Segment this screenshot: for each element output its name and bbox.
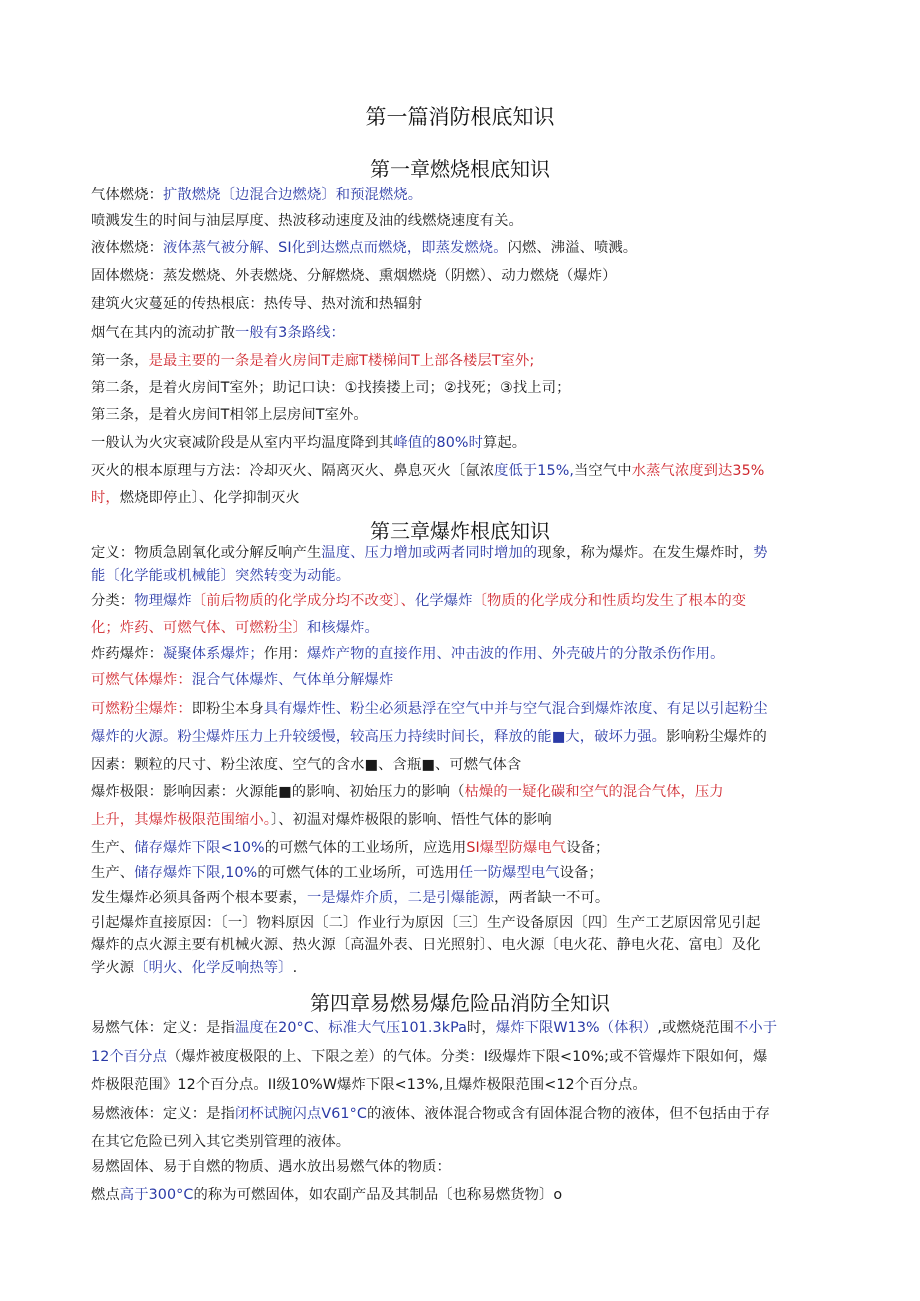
ch3-line [91, 618, 826, 638]
ch3-line [91, 543, 826, 563]
ch3-line [91, 863, 826, 883]
text-segment: 爆炸的点火源主要有机械火源、热火源〔高温外表、日光照射〕、电火源〔电火花、静电火花、富电〕及化 [91, 937, 761, 953]
ch3-line [91, 958, 826, 978]
text-segment: 化；炸药、可燃气体、可燃粉尘〕 [91, 620, 307, 636]
ch4-line [91, 1185, 826, 1205]
ch3-line [91, 782, 826, 802]
ch1-line [91, 211, 826, 231]
text-segment: 和核爆炸。 [306, 620, 379, 636]
ch3-line [91, 935, 826, 955]
text-segment: 燃烧即停止〕、化学抑制灭火 [119, 490, 300, 506]
text-segment: 枯燥的一疑化碳和空气的混合气体，压力 [464, 784, 724, 800]
text-segment: 闪燃、沸溢、喷溅。 [507, 240, 638, 256]
text-segment: 易燃固体、易于自燃的物质、遇水放出易燃气体的物质： [91, 1159, 451, 1175]
ch3-line [91, 810, 826, 830]
text-segment: 温度、压力增加或两者同时增加的 [321, 545, 538, 561]
text-segment: 势 [753, 545, 768, 561]
text-segment: 物理爆炸 [134, 593, 192, 609]
ch3-line [91, 913, 826, 933]
text-segment: ,或燃烧范围 [657, 1020, 734, 1036]
ch1-line [91, 294, 826, 314]
text-segment: 〔明火、化学反响热等〕 [134, 960, 293, 976]
text-segment: 即粉尘本身 [191, 701, 264, 717]
ch1-line [91, 266, 826, 286]
ch4-line [91, 1075, 826, 1095]
text-segment: 爆炸下限W13%（体积） [495, 1020, 658, 1036]
text-segment: 算起。 [483, 435, 527, 451]
text-segment: 一般有3条路线： [234, 325, 345, 341]
text-segment: 炸药爆炸： [91, 646, 163, 662]
ch4-line [91, 1047, 826, 1067]
document-title: 第一篇消防根底知识 [365, 105, 555, 129]
ch4-line [91, 1157, 826, 1177]
text-segment: 易燃气体：定义：是指 [91, 1020, 235, 1036]
text-segment: 在其它危险已列入其它类别管理的液体。 [91, 1134, 351, 1150]
text-segment: 时， [91, 490, 120, 506]
text-segment: 储存爆炸下限,10% [134, 865, 258, 881]
ch3-line [91, 727, 826, 747]
text-segment: 建筑火灾蔓延的传热根底：热传导、热对流和热辐射 [91, 296, 423, 312]
text-segment: 气体燃烧： [91, 187, 163, 203]
ch3-line [91, 888, 826, 908]
text-segment: 化学爆炸 [415, 593, 473, 609]
text-segment: 设备； [559, 865, 603, 881]
text-segment: 具有爆炸性、粉尘必须悬浮在空气中并与空气混合到爆炸浓度、有足以引起粉尘 [263, 701, 768, 717]
text-segment: 度低于15%, [494, 463, 575, 479]
ch4-line [91, 1018, 826, 1038]
ch1-line [91, 351, 826, 371]
ch1-line [91, 488, 826, 508]
text-segment: 灭火的根本原理与方法：冷却灭火、隔离灭火、鼻息灭火〔氤浓 [91, 463, 495, 479]
chapter-3-heading: 第三章爆炸根底知识 [370, 519, 550, 543]
text-segment: 是最主要的一条是着火房间T走廊T楼梯间T上部各楼层T室外; [148, 353, 535, 369]
text-segment: 任一防爆型电气 [458, 865, 560, 881]
ch3-line [91, 755, 826, 775]
text-segment: 定义：物质急剧氧化或分解反响产生 [91, 545, 322, 561]
text-segment: 能〔化学能或机械能〕突然转变为动能。 [91, 568, 351, 584]
ch4-line [91, 1132, 826, 1152]
text-segment: . [292, 960, 298, 976]
text-segment: 水蒸气浓度到达35% [631, 463, 765, 479]
text-segment: 凝聚体系爆炸； [162, 646, 264, 662]
text-segment: SI爆型防爆电气 [466, 840, 567, 856]
text-segment: 〔物质的化学成分和性质均发生了根本的变 [472, 593, 747, 609]
text-segment: 不小于 [733, 1020, 778, 1036]
text-segment: 峰值的80%时 [393, 435, 484, 451]
ch3-line [91, 566, 826, 586]
ch3-line [91, 591, 826, 611]
text-segment: 一般认为火灾衰减阶段是从室内平均温度降到其 [91, 435, 394, 451]
text-segment: 因素：颗粒的尺寸、粉尘浓度、空气的含水■、含瓶■、可燃气体含 [91, 757, 522, 773]
text-segment: （爆炸被度极限的上、下限之差）的气体。分类：I级爆炸下限<10%;或不管爆炸下限如何，爆 [166, 1049, 768, 1065]
text-segment: 扩散燃烧〔边混合边燃烧〕和预混燃烧。 [162, 187, 423, 203]
text-segment: 分类： [91, 593, 135, 609]
text-segment: 混合气体爆炸、气体单分解爆炸 [191, 672, 394, 688]
text-segment: 的液体、液体混合物或含有固体混合物的液体，但不包括由于存 [366, 1106, 771, 1122]
text-segment: 闭杯试腕闪点V61°C [234, 1106, 367, 1122]
text-segment: 作用： [263, 646, 307, 662]
ch1-line [91, 185, 826, 205]
text-segment: 第三条，是着火房间T相邻上层房间T室外。 [91, 407, 368, 423]
ch1-line [91, 433, 826, 453]
text-segment: 学火源 [91, 960, 135, 976]
text-segment: ，两者缺一不可。 [494, 890, 610, 906]
chapter-4-heading: 第四章易燃易爆危险品消防全知识 [310, 991, 610, 1015]
text-segment: 现象，称为爆炸。在发生爆炸时， [537, 545, 754, 561]
text-segment: 储存爆炸下限<10% [134, 840, 265, 856]
ch3-line [91, 644, 826, 664]
text-segment: 可燃粉尘爆炸： [91, 701, 192, 717]
text-segment: 设备； [566, 840, 610, 856]
text-segment: 喷溅发生的时间与油层厚度、热波移动速度及油的线燃烧速度有关。 [91, 213, 523, 229]
ch1-line [91, 461, 826, 481]
text-segment: 引起爆炸直接原因：〔一〕物料原因〔二〕作业行为原因〔三〕生产设备原因〔四〕生产工艺原因常见引起 [91, 915, 761, 931]
text-segment: 液体蒸气被分解、SI化到达燃点而燃烧，即蒸发燃烧。 [162, 240, 508, 256]
text-segment: 的可燃气体的工业场所，可选用 [257, 865, 459, 881]
ch1-line [91, 378, 826, 398]
text-segment: 的称为可燃固体，如农副产品及其制品〔也称易燃货物〕o [193, 1187, 563, 1203]
text-segment: 〕、初温对爆炸极限的影响、悟性气体的影响 [271, 812, 552, 828]
text-segment: 爆炸的火源。粉尘爆炸 [91, 729, 235, 745]
text-segment: 液体燃烧： [91, 240, 163, 256]
text-segment: 爆炸极限：影响因素：火源能■的影响、初始压力的影响（ [91, 784, 465, 800]
ch4-line [91, 1104, 826, 1124]
text-segment: 压力上升较缓慢，较高压力持续时间长，释放的能■大，破坏力强。 [234, 729, 667, 745]
text-segment: 一是爆炸介质，二是引爆能源 [306, 890, 495, 906]
text-segment: 〔前后物质的化学成分均不改变〕、 [191, 593, 415, 609]
text-segment: 生产、 [91, 865, 135, 881]
text-segment: 影响粉尘爆炸的 [666, 729, 767, 745]
ch1-line [91, 323, 826, 343]
ch3-line [91, 838, 826, 858]
text-segment: 可燃气体爆炸： [91, 672, 192, 688]
ch3-line [91, 670, 826, 690]
text-segment: 的可燃气体的工业场所，应选用 [264, 840, 467, 856]
text-segment: 高于300°C [119, 1187, 194, 1203]
text-segment: 时， [467, 1020, 496, 1036]
text-segment: 发生爆炸必须具备两个根本要素， [91, 890, 307, 906]
text-segment: 爆炸产物的直接作用、冲击波的作用、外壳破片的分散杀伤作用。 [306, 646, 725, 662]
text-segment: 燃点 [91, 1187, 120, 1203]
text-segment: 易燃液体：定义：是指 [91, 1106, 235, 1122]
ch3-line [91, 699, 826, 719]
chapter-1-heading: 第一章燃烧根底知识 [370, 157, 550, 181]
text-segment: 上升，其爆炸极限范围缩小。 [91, 812, 272, 828]
text-segment: 当空气中 [574, 463, 632, 479]
text-segment: 第二条，是着火房间T室外；助记口诀：①找揍搂上司；②找死；③找上司； [91, 380, 571, 396]
text-segment: 温度在20°C、标准大气压101.3kPa [234, 1020, 468, 1036]
text-segment: 生产、 [91, 840, 135, 856]
text-segment: 固体燃烧：蒸发燃烧、外表燃烧、分解燃烧、熏烟燃烧（阴燃）、动力燃烧（爆炸） [91, 268, 617, 284]
text-segment: 第一条， [91, 353, 149, 369]
ch1-line [91, 238, 826, 258]
ch1-line [91, 405, 826, 425]
text-segment: 12个百分点 [91, 1049, 167, 1065]
text-segment: 烟气在其内的流动扩散 [91, 325, 235, 341]
text-segment: 炸极限范围》12个百分点。II级10%W爆炸下限<13%,且爆炸极限范围<12个百分点。 [91, 1077, 647, 1093]
